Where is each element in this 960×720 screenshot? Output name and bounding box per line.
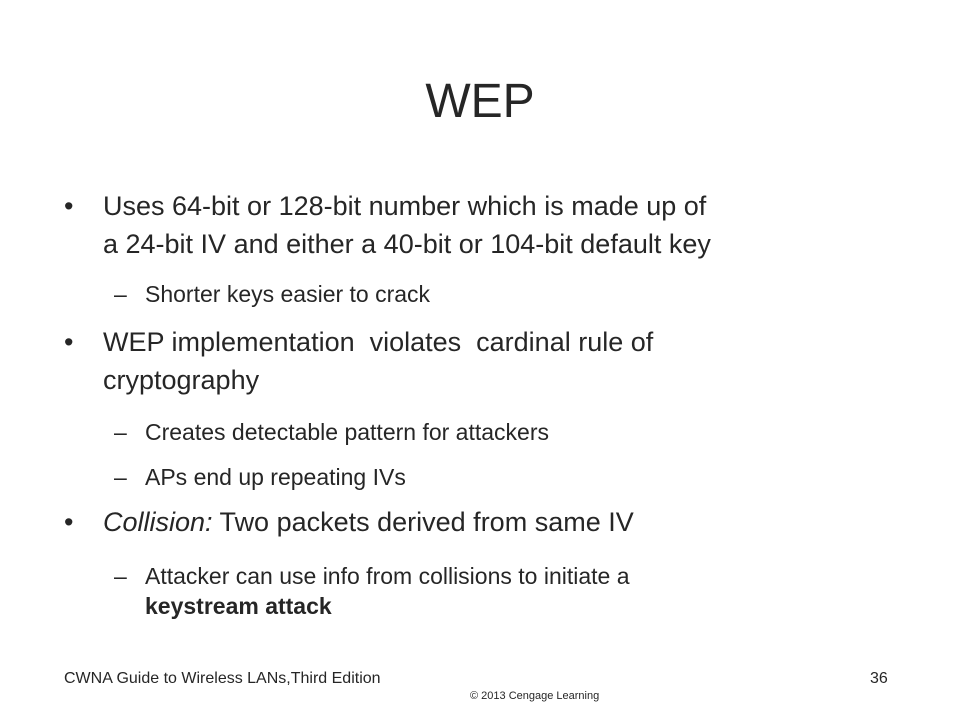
sub-bullet-text: APs end up repeating IVs — [145, 464, 406, 490]
sub-bullet-text — [145, 561, 845, 621]
bullet-text-line: cryptography — [103, 365, 260, 395]
bullet-glyph: • — [64, 191, 74, 221]
slide-title: WEP — [425, 75, 535, 128]
footer-copyright: © 2013 Cengage Learning — [470, 690, 600, 702]
dash-glyph: – — [114, 563, 127, 589]
bullet-text-rest: Two packets derived from same IV — [212, 507, 634, 537]
dash-glyph: – — [114, 464, 127, 490]
bullet-glyph: • — [64, 507, 74, 537]
collision-term: Collision: — [103, 507, 213, 537]
keystream-attack-term: keystream attack — [145, 593, 332, 619]
bullet-text — [103, 323, 923, 399]
bullet-text — [103, 503, 923, 541]
footer-book-title: CWNA Guide to Wireless LANs,Third Edition — [64, 670, 381, 687]
bullet-text-line: WEP implementation violates cardinal rule of — [103, 327, 654, 357]
dash-glyph: – — [114, 419, 127, 445]
bullet-text-line: a 24-bit IV and either a 40-bit or 104-bit default key — [103, 229, 711, 259]
footer-page-number: 36 — [870, 670, 888, 687]
sub-bullet-text: Shorter keys easier to crack — [145, 281, 431, 307]
dash-glyph: – — [114, 281, 127, 307]
sub-bullet-text: Creates detectable pattern for attackers — [145, 419, 549, 445]
bullet-text-line: Uses 64-bit or 128-bit number which is made up of — [103, 191, 707, 221]
bullet-glyph: • — [64, 327, 74, 357]
sub-bullet-text-line: Attacker can use info from collisions to initiate a — [145, 563, 630, 589]
bullet-text — [103, 187, 923, 263]
